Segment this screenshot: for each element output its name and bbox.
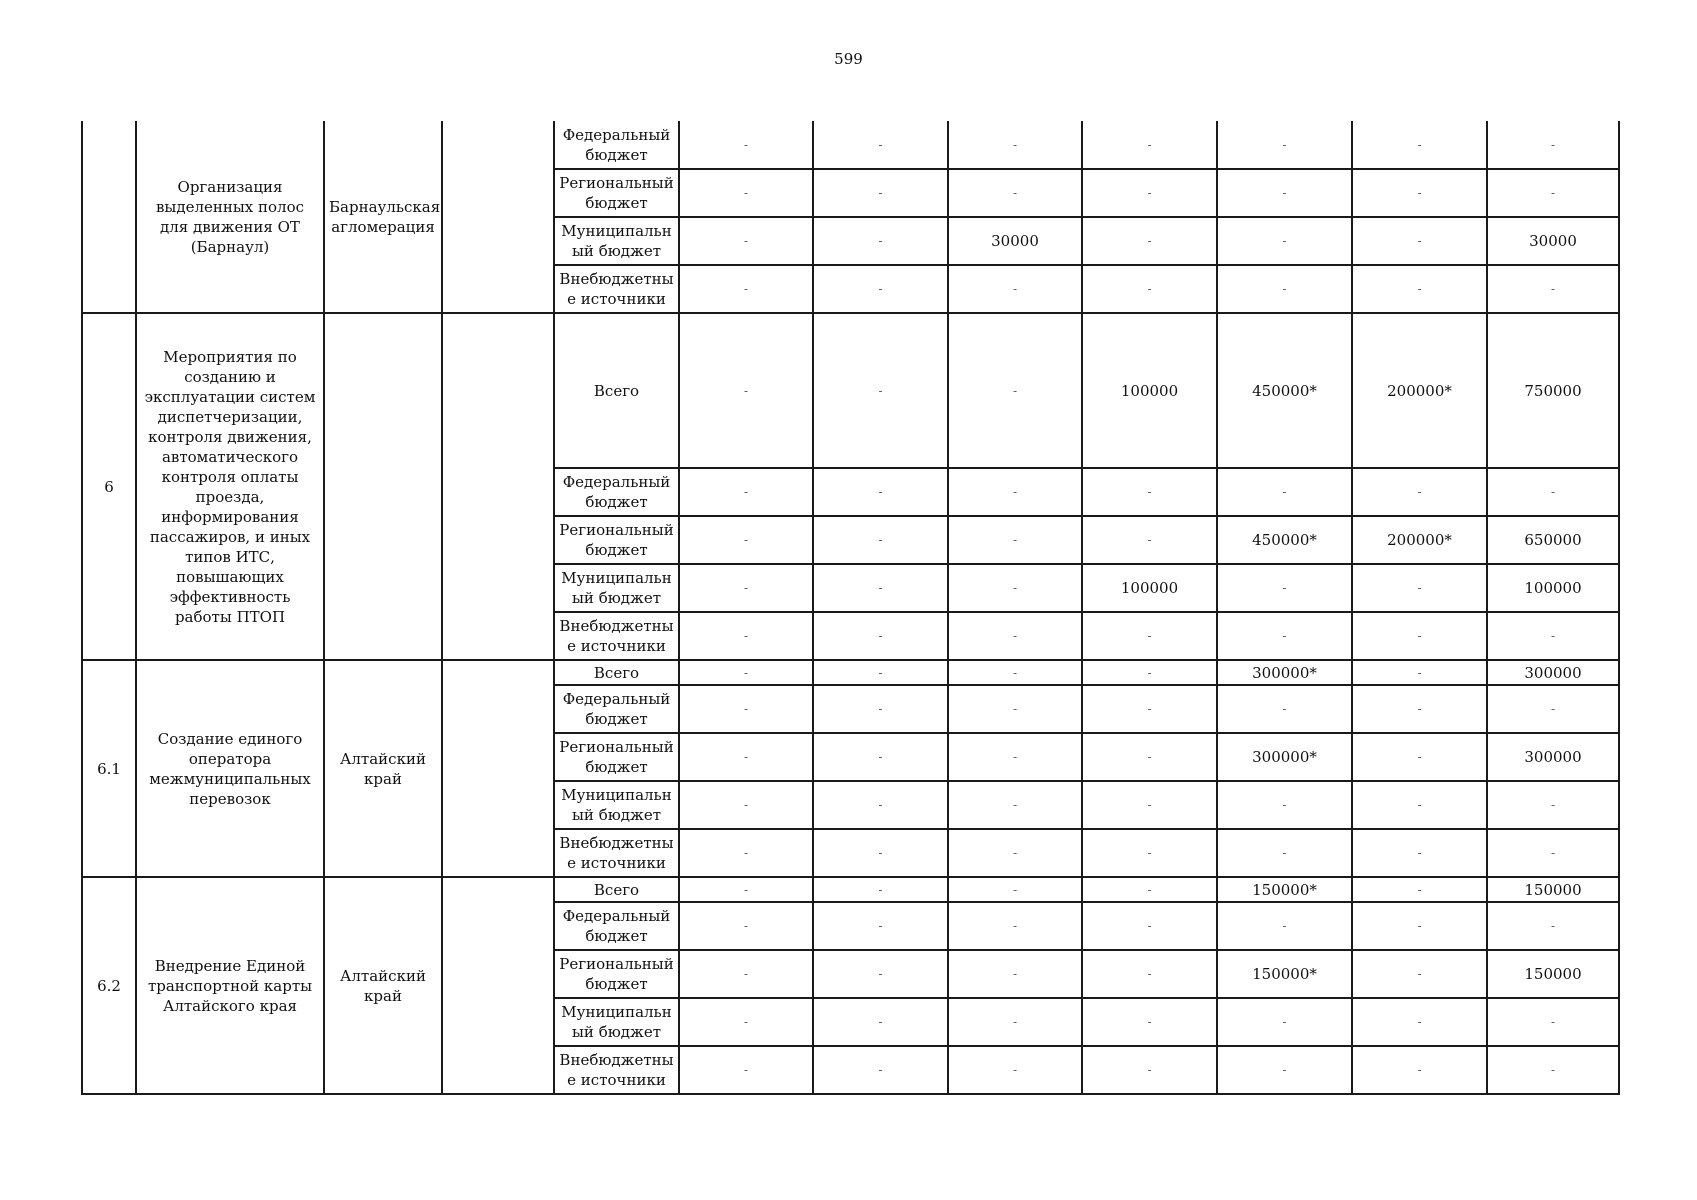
year-value: - (813, 169, 948, 217)
year-value: - (1082, 265, 1217, 313)
year-value: - (1082, 829, 1217, 877)
year-value: - (1352, 733, 1487, 781)
total-value: 650000 (1487, 516, 1619, 564)
funding-source: Муниципальн ый бюджет (554, 998, 679, 1046)
year-value: - (1352, 217, 1487, 265)
year-value: - (813, 313, 948, 468)
year-value: - (1082, 877, 1217, 902)
year-value: - (813, 685, 948, 733)
funding-source: Региональный бюджет (554, 516, 679, 564)
year-value: - (813, 1046, 948, 1094)
year-value: - (813, 217, 948, 265)
funding-source: Федеральный бюджет (554, 121, 679, 169)
year-value: - (1082, 950, 1217, 998)
year-value: - (1082, 468, 1217, 516)
item-name: Мероприятия по созданию и эксплуатации систем диспетчеризации, контроля движения, автоматического контроля оплаты проезда, информирования пассажиров, и иных типов ИТС, повышающих эффективность работы ПТОП (136, 313, 324, 660)
year-value: - (1082, 516, 1217, 564)
year-value: - (1352, 265, 1487, 313)
year-value: - (1082, 902, 1217, 950)
total-value: 300000 (1487, 660, 1619, 685)
year-value: - (1352, 612, 1487, 660)
year-value: - (948, 902, 1082, 950)
year-value: - (1082, 781, 1217, 829)
year-value: - (1082, 121, 1217, 169)
year-value: - (1217, 169, 1352, 217)
total-value: - (1487, 685, 1619, 733)
table-row (82, 660, 1619, 685)
year-value: - (679, 516, 813, 564)
total-value: - (1487, 612, 1619, 660)
funding-source: Внебюджетны е источники (554, 1046, 679, 1094)
funding-source: Внебюджетны е источники (554, 829, 679, 877)
year-value: - (948, 733, 1082, 781)
year-value: - (1352, 121, 1487, 169)
funding-source: Региональный бюджет (554, 733, 679, 781)
year-value: - (1082, 685, 1217, 733)
year-value: - (679, 468, 813, 516)
funding-source: Федеральный бюджет (554, 685, 679, 733)
year-value: - (679, 998, 813, 1046)
year-value: - (1352, 564, 1487, 612)
funding-source: Муниципальн ый бюджет (554, 564, 679, 612)
year-value: 100000 (1082, 313, 1217, 468)
year-value: - (948, 468, 1082, 516)
year-value: - (679, 733, 813, 781)
year-value: - (813, 781, 948, 829)
funding-source: Региональный бюджет (554, 950, 679, 998)
year-value: - (1352, 1046, 1487, 1094)
funding-source: Внебюджетны е источники (554, 612, 679, 660)
year-value: - (1217, 217, 1352, 265)
year-value: 450000* (1217, 516, 1352, 564)
year-value: - (948, 313, 1082, 468)
year-value: - (1217, 829, 1352, 877)
year-value: - (679, 564, 813, 612)
funding-source: Муниципальн ый бюджет (554, 781, 679, 829)
year-value: - (1217, 685, 1352, 733)
year-value: - (1217, 1046, 1352, 1094)
funding-source: Внебюджетны е источники (554, 265, 679, 313)
year-value: - (948, 877, 1082, 902)
total-value: - (1487, 829, 1619, 877)
year-value: - (1217, 781, 1352, 829)
year-value: 30000 (948, 217, 1082, 265)
year-value: - (813, 660, 948, 685)
year-value: - (1217, 998, 1352, 1046)
funding-source: Федеральный бюджет (554, 902, 679, 950)
year-value: - (948, 564, 1082, 612)
year-value: - (948, 612, 1082, 660)
year-value: - (679, 1046, 813, 1094)
year-value: - (679, 265, 813, 313)
year-value: - (948, 660, 1082, 685)
item-territory: Алтайский край (324, 660, 442, 877)
year-value: - (1352, 660, 1487, 685)
table-row (82, 313, 1619, 468)
item-territory: Барнаульская агломерация (324, 121, 442, 313)
table-row (82, 877, 1619, 902)
year-value: - (948, 685, 1082, 733)
item-territory: Алтайский край (324, 877, 442, 1094)
year-value: 200000* (1352, 516, 1487, 564)
year-value: 150000* (1217, 950, 1352, 998)
year-value: 100000 (1082, 564, 1217, 612)
year-value: 200000* (1352, 313, 1487, 468)
year-value: - (948, 829, 1082, 877)
year-value: - (1352, 468, 1487, 516)
total-value: 750000 (1487, 313, 1619, 468)
year-value: - (1082, 612, 1217, 660)
year-value: 300000* (1217, 660, 1352, 685)
year-value: - (679, 902, 813, 950)
item-executor (442, 877, 554, 1094)
year-value: - (1082, 733, 1217, 781)
total-value: - (1487, 998, 1619, 1046)
total-value: - (1487, 781, 1619, 829)
year-value: - (813, 516, 948, 564)
year-value: - (948, 781, 1082, 829)
year-value: - (1352, 781, 1487, 829)
year-value: - (679, 121, 813, 169)
table-body (82, 121, 1619, 1094)
year-value: - (1217, 121, 1352, 169)
year-value: - (1082, 998, 1217, 1046)
year-value: - (1352, 169, 1487, 217)
year-value: - (1082, 660, 1217, 685)
funding-source: Всего (554, 313, 679, 468)
year-value: - (679, 313, 813, 468)
year-value: - (813, 877, 948, 902)
funding-source: Всего (554, 877, 679, 902)
year-value: - (813, 998, 948, 1046)
year-value: - (1217, 902, 1352, 950)
year-value: - (679, 829, 813, 877)
year-value: - (1082, 169, 1217, 217)
year-value: - (679, 612, 813, 660)
item-name: Организация выделенных полос для движения ОТ (Барнаул) (136, 121, 324, 313)
funding-source: Федеральный бюджет (554, 468, 679, 516)
item-territory (324, 313, 442, 660)
year-value: - (679, 877, 813, 902)
budget-table (81, 121, 1620, 1095)
total-value: - (1487, 902, 1619, 950)
year-value: - (1217, 612, 1352, 660)
year-value: - (948, 1046, 1082, 1094)
total-value: 100000 (1487, 564, 1619, 612)
item-executor (442, 313, 554, 660)
year-value: - (1217, 265, 1352, 313)
total-value: - (1487, 121, 1619, 169)
item-name: Создание единого оператора межмуниципальных перевозок (136, 660, 324, 877)
year-value: - (679, 950, 813, 998)
year-value: - (679, 685, 813, 733)
year-value: - (948, 265, 1082, 313)
item-number (82, 121, 136, 313)
year-value: - (948, 998, 1082, 1046)
year-value: - (1217, 564, 1352, 612)
year-value: - (813, 121, 948, 169)
year-value: - (1082, 217, 1217, 265)
total-value: 300000 (1487, 733, 1619, 781)
total-value: - (1487, 468, 1619, 516)
funding-source: Региональный бюджет (554, 169, 679, 217)
item-number: 6.1 (82, 660, 136, 877)
year-value: - (1352, 902, 1487, 950)
year-value: - (1352, 685, 1487, 733)
year-value: - (813, 733, 948, 781)
total-value: 30000 (1487, 217, 1619, 265)
total-value: - (1487, 169, 1619, 217)
year-value: - (948, 950, 1082, 998)
year-value: - (813, 829, 948, 877)
item-executor (442, 121, 554, 313)
year-value: - (679, 169, 813, 217)
year-value: - (813, 265, 948, 313)
total-value: - (1487, 1046, 1619, 1094)
item-executor (442, 660, 554, 877)
item-number: 6 (82, 313, 136, 660)
year-value: - (1352, 877, 1487, 902)
year-value: - (1352, 829, 1487, 877)
year-value: - (948, 516, 1082, 564)
item-number: 6.2 (82, 877, 136, 1094)
year-value: - (679, 660, 813, 685)
year-value: - (1217, 468, 1352, 516)
year-value: 300000* (1217, 733, 1352, 781)
total-value: 150000 (1487, 877, 1619, 902)
year-value: 150000* (1217, 877, 1352, 902)
year-value: - (1352, 950, 1487, 998)
year-value: - (1352, 998, 1487, 1046)
year-value: - (948, 169, 1082, 217)
year-value: - (948, 121, 1082, 169)
year-value: - (813, 564, 948, 612)
page-number: 599 (834, 50, 863, 68)
total-value: 150000 (1487, 950, 1619, 998)
year-value: - (813, 950, 948, 998)
year-value: 450000* (1217, 313, 1352, 468)
year-value: - (679, 217, 813, 265)
total-value: - (1487, 265, 1619, 313)
table-row (82, 121, 1619, 169)
year-value: - (813, 902, 948, 950)
year-value: - (813, 468, 948, 516)
item-name: Внедрение Единой транспортной карты Алтайского края (136, 877, 324, 1094)
year-value: - (813, 612, 948, 660)
funding-source: Всего (554, 660, 679, 685)
funding-source: Муниципальн ый бюджет (554, 217, 679, 265)
year-value: - (679, 781, 813, 829)
year-value: - (1082, 1046, 1217, 1094)
